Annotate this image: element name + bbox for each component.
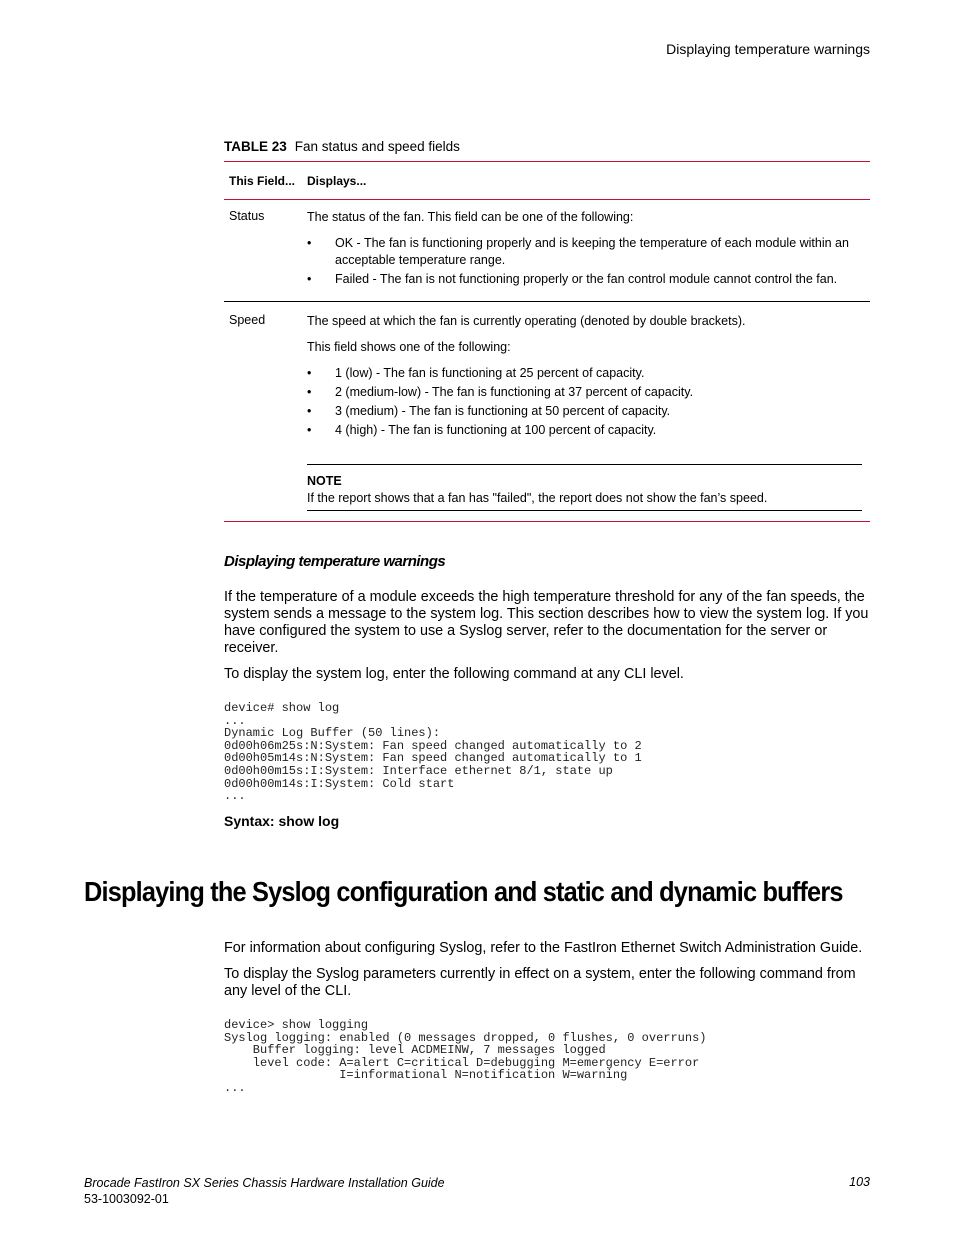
- bullet-icon: •: [307, 272, 312, 286]
- row-intro: The speed at which the fan is currently operating (denoted by double brackets).: [307, 314, 746, 328]
- paragraph: If the temperature of a module exceeds the high temperature threshold for any of the fan speeds, the system sends a message to the system log. This section describes how to view the system log. If you have configured the system to use a Syslog server, refer to the documentation for the server or receiver.: [224, 589, 869, 656]
- paragraph: For information about configuring Syslog, refer to the FastIron Ethernet Switch Administration Guide.: [224, 940, 863, 956]
- footer-doc-number: 53-1003092-01: [84, 1192, 169, 1206]
- footer: [84, 1175, 445, 1207]
- syslog-section: [224, 940, 870, 1095]
- code-block: device# show log ... Dynamic Log Buffer (50 lines): 0d00h06m25s:N:System: Fan speed changed automatically to 2 0d00h05m14s:N:System: Fan speed changed automatically to 1 0d00h00m15s:I:System: Interface ethernet 8/1, state up 0d00h00m14s:I:System: Cold start ...: [224, 701, 642, 804]
- row-intro-secondary: This field shows one of the following:: [307, 340, 511, 354]
- row-bullet-list: [307, 365, 866, 439]
- table-caption-label: TABLE 23: [224, 139, 287, 154]
- table-row-speed: [224, 302, 870, 521]
- section-subheading: Displaying temperature warnings: [224, 553, 446, 570]
- row-description: [307, 209, 870, 290]
- page-number: 103: [849, 1175, 870, 1189]
- table-header-row: [224, 162, 870, 199]
- table-header-field: This Field...: [229, 173, 296, 188]
- syntax-line: Syntax: show log: [224, 812, 340, 829]
- table-caption: [224, 139, 870, 154]
- row-description: [307, 313, 870, 511]
- list-item: • Failed - The fan is not functioning properly or the fan control module cannot control the fan.: [307, 272, 838, 286]
- note-text: If the report shows that a fan has "failed", the report does not show the fan’s speed.: [307, 491, 768, 505]
- note-box: [307, 464, 862, 511]
- table-row-status: [224, 200, 870, 301]
- code-block: device> show logging Syslog logging: enabled (0 messages dropped, 0 flushes, 0 overruns) Buffer logging: level ACDMEINW, 7 messages logged level code: A=alert C=critical D=debugging M=emergency E=error I=informational N=notification W=warning ...: [224, 1018, 707, 1095]
- table-bottom-rule: [224, 521, 870, 522]
- footer-title: Brocade FastIron SX Series Chassis Hardware Installation Guide: [84, 1176, 445, 1190]
- paragraph: To display the system log, enter the following command at any CLI level.: [224, 666, 684, 682]
- row-intro: The status of the fan. This field can be one of the following:: [307, 210, 634, 224]
- row-field-name: Status: [229, 209, 265, 223]
- list-item: • OK - The fan is functioning properly and is keeping the temperature of each module within an acceptable temperature range.: [307, 236, 849, 267]
- list-item: • 1 (low) - The fan is functioning at 25 percent of capacity.: [307, 366, 645, 380]
- fan-status-table: [224, 139, 870, 522]
- paragraph: To display the Syslog parameters currently in effect on a system, enter the following command from any level of the CLI.: [224, 966, 856, 999]
- list-item: • 2 (medium-low) - The fan is functioning at 37 percent of capacity.: [307, 385, 694, 399]
- bullet-icon: •: [307, 423, 312, 437]
- temperature-warnings-section: [224, 553, 870, 829]
- row-bullet-list: [307, 235, 866, 288]
- list-item: • 4 (high) - The fan is functioning at 100 percent of capacity.: [307, 423, 657, 437]
- table-header-displays: Displays...: [307, 173, 367, 188]
- running-head: Displaying temperature warnings: [666, 41, 870, 57]
- bullet-icon: •: [307, 366, 312, 380]
- bullet-icon: •: [307, 404, 312, 418]
- section-heading: Displaying the Syslog configuration and static and dynamic buffers: [84, 876, 843, 907]
- row-field-name: Speed: [229, 313, 266, 327]
- bullet-icon: •: [307, 236, 312, 250]
- note-label: NOTE: [307, 474, 342, 488]
- bullet-icon: •: [307, 385, 312, 399]
- table-caption-text: Fan status and speed fields: [294, 139, 460, 154]
- list-item: • 3 (medium) - The fan is functioning at 50 percent of capacity.: [307, 404, 671, 418]
